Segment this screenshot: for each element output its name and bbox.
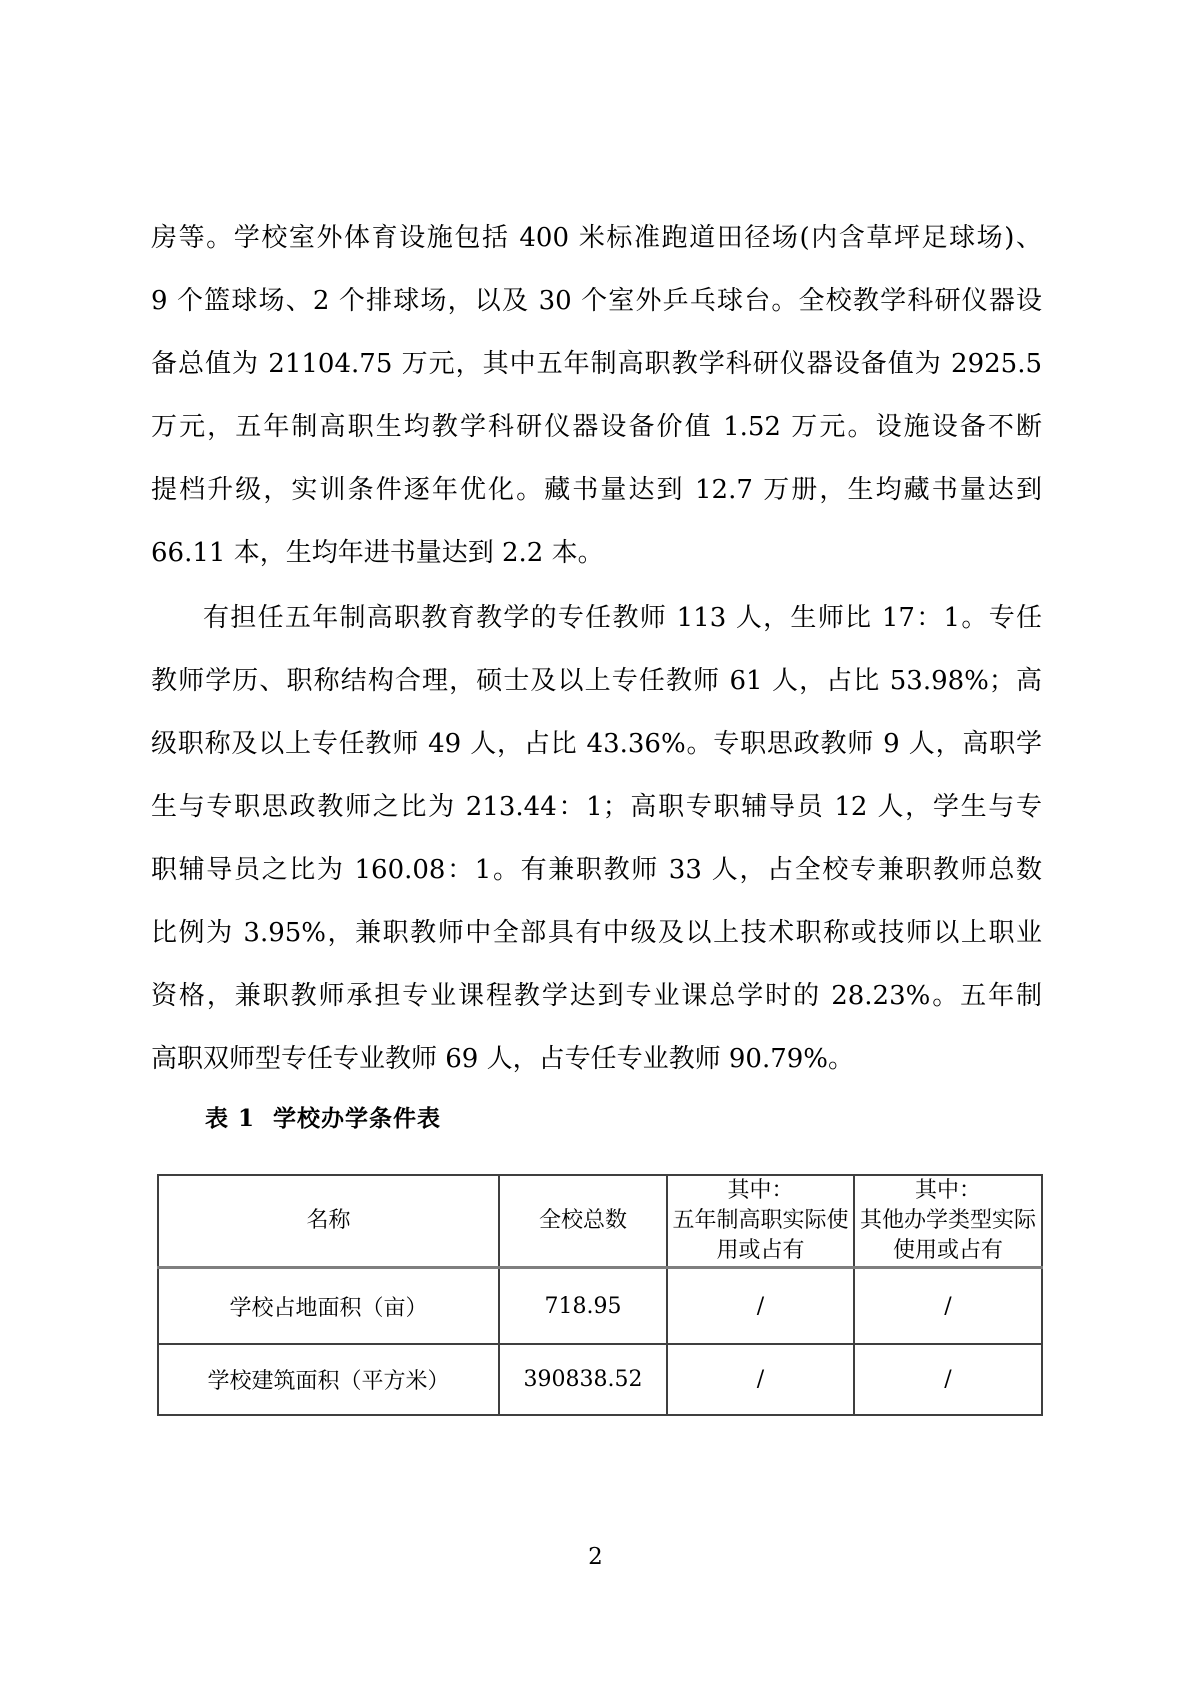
cell-value: /	[667, 1268, 854, 1345]
header-text: 使用或占有	[892, 1238, 1003, 1263]
cell-value: /	[667, 1344, 854, 1415]
cell-value: /	[854, 1344, 1042, 1415]
cell-value: /	[854, 1268, 1042, 1345]
header-text: 其中：	[914, 1178, 981, 1203]
cell-value: 718.95	[499, 1268, 667, 1345]
paragraph-2-line-7: 资格，兼职教师承担专业课程教学达到专业课总学时的 28.23%。五年制	[151, 981, 1042, 1011]
paragraph-1-line-2: 9 个篮球场、2 个排球场，以及 30 个室外乒乓球台。全校教学科研仪器设	[151, 286, 1042, 316]
header-text: 其他办学类型实际	[859, 1208, 1036, 1233]
header-text: 名称	[306, 1208, 351, 1233]
paragraph-2-line-3: 级职称及以上专任教师 49 人，占比 43.36%。专职思政教师 9 人，高职学	[151, 729, 1042, 759]
paragraph-1-line-6: 66.11 本，生均年进书量达到 2.2 本。	[151, 538, 604, 568]
paragraph-2-line-4: 生与专职思政教师之比为 213.44：1；高职专职辅导员 12 人，学生与专	[151, 792, 1042, 822]
cell-value: 390838.52	[499, 1344, 667, 1415]
paragraph-1-line-3: 备总值为 21104.75 万元，其中五年制高职教学科研仪器设备值为 2925.5	[151, 349, 1042, 379]
paragraph-2-line-8: 高职双师型专任专业教师 69 人，占专任专业教师 90.79%。	[151, 1044, 855, 1074]
header-text: 全校总数	[538, 1208, 627, 1233]
paragraph-2	[151, 587, 1042, 1091]
paragraph-2-line-2: 教师学历、职称结构合理，硕士及以上专任教师 61 人，占比 53.98%；高	[151, 666, 1042, 696]
school-conditions-table	[157, 1174, 1043, 1416]
header-text: 其中：	[727, 1178, 794, 1203]
table-caption: 表 1 学校办学条件表	[205, 1105, 442, 1132]
cell-row-label: 学校建筑面积（平方米）	[158, 1344, 499, 1415]
table-header-row	[158, 1175, 1042, 1268]
header-cell-other-types	[854, 1175, 1042, 1268]
paragraph-2-line-1: 有担任五年制高职教育教学的专任教师 113 人，生师比 17：1。专任	[203, 603, 1042, 633]
header-cell-name	[158, 1175, 499, 1268]
header-cell-five-year-vocational	[667, 1175, 854, 1268]
table-row-building-area	[158, 1344, 1042, 1415]
header-text: 用或占有	[716, 1238, 805, 1263]
cell-row-label: 学校占地面积（亩）	[158, 1268, 499, 1345]
paragraph-2-line-5: 职辅导员之比为 160.08：1。有兼职教师 33 人，占全校专兼职教师总数	[151, 855, 1042, 885]
paragraph-1-line-4: 万元，五年制高职生均教学科研仪器设备价值 1.52 万元。设施设备不断	[151, 412, 1042, 442]
page-number: 2	[588, 1544, 603, 1570]
paragraph-1-line-1: 房等。学校室外体育设施包括 400 米标准跑道田径场(内含草坪足球场)、	[151, 223, 1042, 253]
paragraph-2-line-6: 比例为 3.95%，兼职教师中全部具有中级及以上技术职称或技师以上职业	[151, 918, 1042, 948]
header-text: 五年制高职实际使	[672, 1208, 849, 1233]
header-cell-school-total	[499, 1175, 667, 1268]
paragraph-1	[151, 207, 1042, 585]
table-row-land-area	[158, 1268, 1042, 1345]
paragraph-1-line-5: 提档升级，实训条件逐年优化。藏书量达到 12.7 万册，生均藏书量达到	[151, 475, 1042, 505]
